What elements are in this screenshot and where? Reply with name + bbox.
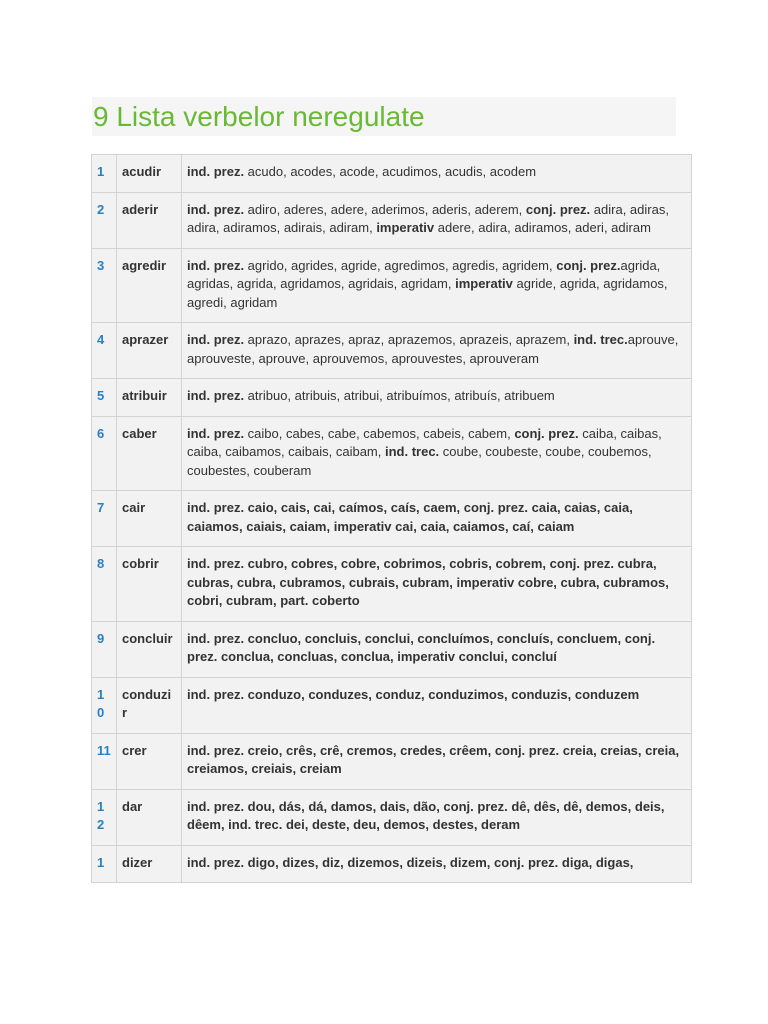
verb-conjugations — [182, 192, 692, 248]
verb-infinitive: aprazer — [117, 323, 182, 379]
tense-label: ind. prez. dou, dás, dá, damos, dais, dão, conj. prez. dê, dês, dê, demos, deis, dêem, ind. trec. dei, deste, deu, demos, destes, deram — [187, 798, 665, 832]
tense-label: ind. trec. — [573, 332, 628, 347]
tense-label: ind. prez. concluo, concluis, conclui, concluímos, concluís, concluem, conj. prez. conclua, concluas, conclua, imperativ conclui, concluí — [187, 630, 656, 664]
row-number: 8 — [92, 547, 117, 622]
table-row — [92, 323, 692, 379]
irregular-verbs-table — [91, 154, 692, 883]
verb-infinitive: dar — [117, 789, 182, 845]
conjugated-forms: acudo, acodes, acode, acudimos, acudis, acodem — [244, 164, 537, 179]
row-number: 10 — [92, 677, 117, 733]
row-number: 3 — [92, 248, 117, 323]
verb-conjugations — [182, 677, 692, 733]
tense-label: ind. prez. — [187, 257, 245, 273]
verb-infinitive: conduzir — [117, 677, 182, 733]
page-title: 9 Lista verbelor neregulate — [93, 101, 425, 132]
tense-label: ind. prez. cubro, cobres, cobre, cobrimos, cobris, cobrem, conj. prez. cubra, cubras, cubra, cubramos, cubrais, cubram, imperativ cobre, cubra, cubramos, cobri, cubram, part. coberto — [187, 556, 669, 608]
tense-label: imperativ — [376, 220, 435, 235]
verb-conjugations — [182, 379, 692, 417]
conjugated-forms: aprouve, aprouveste, aprouve, aprouvemos, aprouvestes, aprouveram — [187, 332, 679, 366]
table-row — [92, 845, 692, 883]
conjugated-forms: caiba, caibas, caiba, caibamos, caibais, caibam, — [187, 425, 662, 459]
verb-conjugations — [182, 845, 692, 883]
verb-conjugations — [182, 248, 692, 323]
table-row — [92, 416, 692, 491]
verb-conjugations — [182, 323, 692, 379]
verb-infinitive: atribuir — [117, 379, 182, 417]
tense-label: ind. prez. — [187, 164, 245, 179]
conjugated-forms: adira, adiras, adira, adiramos, adirais, adiram, — [187, 201, 669, 235]
tense-label: ind. prez. caio, cais, cai, caímos, caís, caem, conj. prez. caia, caias, caia, caiamos, caiais, caiam, imperativ cai, caia, caiamos, caí, caiam — [187, 500, 633, 534]
table-row — [92, 491, 692, 547]
table-row — [92, 547, 692, 622]
verb-conjugations — [182, 491, 692, 547]
row-number: 1 — [92, 155, 117, 193]
conjugated-forms: aprazo, aprazes, apraz, aprazemos, aprazeis, aprazem, — [244, 332, 574, 347]
row-number: 5 — [92, 379, 117, 417]
tense-label: ind. prez. — [187, 388, 245, 403]
conjugated-forms: adere, adira, adiramos, aderi, adiram — [434, 220, 651, 235]
row-number: 7 — [92, 491, 117, 547]
verb-infinitive: cair — [117, 491, 182, 547]
tense-label: ind. trec. — [384, 444, 440, 459]
tense-label: ind. prez. creio, crês, crê, cremos, credes, crêem, conj. prez. creia, creias, creia, creiamos, creiais, creiam — [187, 742, 680, 776]
verb-infinitive: caber — [117, 416, 182, 491]
row-number: 12 — [92, 789, 117, 845]
verb-infinitive: crer — [117, 733, 182, 789]
conjugated-forms: agrida, agridas, agrida, agridamos, agridais, agridam, — [187, 257, 661, 291]
verb-infinitive: dizer — [117, 845, 182, 883]
tense-label: conj. prez. — [556, 257, 621, 273]
table-row — [92, 789, 692, 845]
tense-label: ind. prez. — [187, 332, 245, 347]
verb-table-body — [92, 155, 692, 883]
verb-conjugations — [182, 621, 692, 677]
verb-conjugations — [182, 547, 692, 622]
tense-label: conj. prez. — [514, 425, 579, 441]
verb-infinitive: agredir — [117, 248, 182, 323]
conjugated-forms: coube, coubeste, coube, coubemos, coubestes, couberam — [187, 444, 652, 478]
verb-conjugations — [182, 155, 692, 193]
title-band — [92, 97, 676, 136]
verb-conjugations — [182, 416, 692, 491]
row-number: 2 — [92, 192, 117, 248]
conjugated-forms: adiro, aderes, adere, aderimos, aderis, aderem, — [244, 201, 526, 217]
verb-conjugations — [182, 733, 692, 789]
verb-conjugations — [182, 789, 692, 845]
row-number: 9 — [92, 621, 117, 677]
verb-infinitive: acudir — [117, 155, 182, 193]
tense-label: ind. prez. — [187, 201, 245, 217]
row-number: 4 — [92, 323, 117, 379]
tense-label: conj. prez. — [525, 201, 591, 217]
conjugated-forms: atribuo, atribuis, atribui, atribuímos, atribuís, atribuem — [244, 388, 555, 403]
table-row — [92, 155, 692, 193]
table-row — [92, 621, 692, 677]
verb-infinitive: cobrir — [117, 547, 182, 622]
table-row — [92, 379, 692, 417]
table-row — [92, 677, 692, 733]
table-row — [92, 192, 692, 248]
conjugated-forms: agride, agrida, agridamos, agredi, agridam — [187, 276, 668, 310]
conjugated-forms: agrido, agrides, agride, agredimos, agredis, agridem, — [244, 257, 557, 273]
row-number: 1 — [92, 845, 117, 883]
table-row — [92, 248, 692, 323]
tense-label: imperativ — [455, 276, 513, 291]
table-row — [92, 733, 692, 789]
verb-infinitive: concluir — [117, 621, 182, 677]
conjugated-forms: caibo, cabes, cabe, cabemos, cabeis, cabem, — [244, 425, 515, 441]
tense-label: ind. prez. conduzo, conduzes, conduz, conduzimos, conduzis, conduzem — [187, 686, 640, 702]
verb-infinitive: aderir — [117, 192, 182, 248]
row-number: 11 — [92, 733, 117, 789]
tense-label: ind. prez. — [187, 425, 245, 441]
row-number: 6 — [92, 416, 117, 491]
tense-label: ind. prez. digo, dizes, diz, dizemos, dizeis, dizem, conj. prez. diga, digas, — [187, 854, 634, 870]
